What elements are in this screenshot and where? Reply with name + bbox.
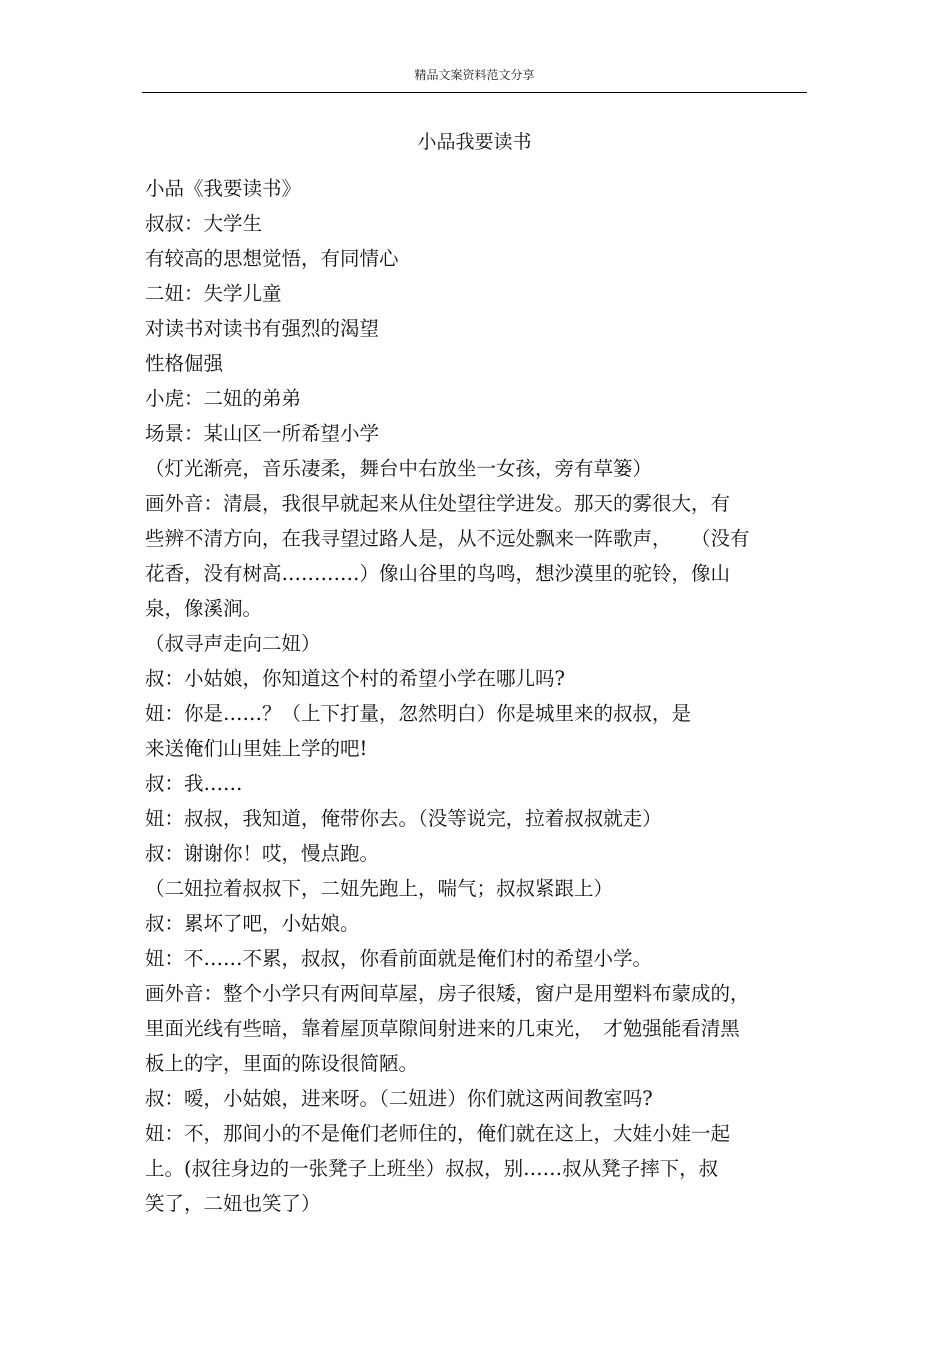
text-line: 性格倔强 <box>145 352 224 375</box>
header-text: 精品文案资料范文分享 <box>414 68 535 82</box>
text-line: 叔：小姑娘，你知道这个村的希望小学在哪儿吗? <box>145 667 565 690</box>
text-line: 上。(叔往身边的一张凳子上班坐）叔叔，别……叔从凳子摔下，叔 <box>145 1157 719 1180</box>
text-line: 小品《我要读书》 <box>145 177 302 200</box>
document-body <box>145 171 805 1221</box>
text-line: 板上的字，里面的陈设很简陋。 <box>145 1052 419 1075</box>
text-line: 有较高的思想觉悟，有同情心 <box>145 247 399 270</box>
text-line: 妞：不，那间小的不是俺们老师住的，俺们就在这上，大娃小娃一起 <box>145 1122 731 1145</box>
text-line: 里面光线有些暗，靠着屋顶草隙间射进来的几束光， 才勉强能看清黑 <box>145 1017 740 1040</box>
text-line: 来送俺们山里娃上学的吧! <box>145 737 368 760</box>
text-line: （灯光渐亮，音乐凄柔，舞台中右放坐一女孩，旁有草篓） <box>145 457 653 480</box>
text-line: 花香，没有树高…………）像山谷里的鸟鸣，想沙漠里的驼铃，像山 <box>145 562 731 585</box>
text-line: 叔：累坏了吧，小姑娘。 <box>145 912 360 935</box>
text-line: 场景：某山区一所希望小学 <box>145 422 380 445</box>
document-title: 小品我要读书 <box>417 131 532 153</box>
text-line: 笑了，二妞也笑了） <box>145 1192 321 1215</box>
text-line: 叔：谢谢你！哎，慢点跑。 <box>145 842 380 865</box>
text-line: 叔：嗳，小姑娘，进来呀。（二妞进）你们就这两间教室吗? <box>145 1087 653 1110</box>
text-line: 妞：不……不累，叔叔，你看前面就是俺们村的希望小学。 <box>145 947 653 970</box>
text-line: 叔叔：大学生 <box>145 212 263 235</box>
page-header <box>142 64 807 93</box>
text-line: 小虎：二妞的弟弟 <box>145 387 302 410</box>
text-line: 二妞：失学儿童 <box>145 282 282 305</box>
text-line: 妞：你是……？（上下打量，忽然明白）你是城里来的叔叔，是 <box>145 702 692 725</box>
text-line: 些辨不清方向，在我寻望过路人是，从不远处飘来一阵歌声， （没有 <box>145 527 750 550</box>
text-line: （叔寻声走向二妞） <box>145 632 321 655</box>
text-line: （二妞拉着叔叔下，二妞先跑上，喘气；叔叔紧跟上） <box>145 877 614 900</box>
text-line: 画外音：整个小学只有两间草屋，房子很矮，窗户是用塑料布蒙成的， <box>145 982 750 1005</box>
text-line: 妞：叔叔，我知道，俺带你去。（没等说完，拉着叔叔就走） <box>145 807 662 830</box>
text-line: 对读书对读书有强烈的渴望 <box>145 317 380 340</box>
text-line: 叔：我…… <box>145 772 243 795</box>
text-line: 泉，像溪涧。 <box>145 597 263 620</box>
text-line: 画外音：清晨，我很早就起来从住处望往学进发。那天的雾很大，有 <box>145 492 731 515</box>
